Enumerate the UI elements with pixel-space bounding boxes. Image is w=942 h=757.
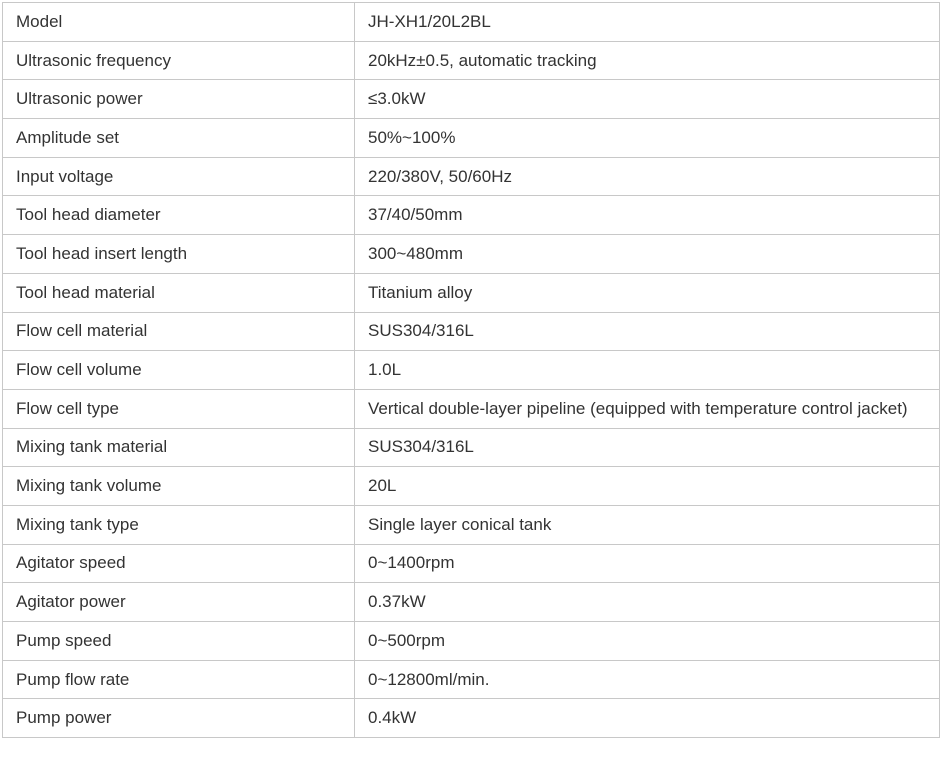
table-row	[3, 80, 940, 119]
table-row	[3, 273, 940, 312]
spec-label: Ultrasonic frequency	[3, 41, 355, 80]
spec-value: Vertical double-layer pipeline (equipped with temperature control jacket)	[355, 389, 940, 428]
table-row	[3, 312, 940, 351]
spec-value: 0~1400rpm	[355, 544, 940, 583]
spec-label: Mixing tank volume	[3, 467, 355, 506]
spec-label: Flow cell type	[3, 389, 355, 428]
table-row	[3, 41, 940, 80]
spec-value: 20kHz±0.5, automatic tracking	[355, 41, 940, 80]
table-row	[3, 699, 940, 738]
table-row	[3, 660, 940, 699]
spec-label: Input voltage	[3, 157, 355, 196]
spec-value: 50%~100%	[355, 119, 940, 158]
table-row	[3, 467, 940, 506]
table-row	[3, 389, 940, 428]
spec-label: Amplitude set	[3, 119, 355, 158]
spec-value: JH-XH1/20L2BL	[355, 3, 940, 42]
spec-label: Agitator speed	[3, 544, 355, 583]
spec-label: Ultrasonic power	[3, 80, 355, 119]
spec-label: Mixing tank type	[3, 505, 355, 544]
spec-label: Pump power	[3, 699, 355, 738]
table-row	[3, 544, 940, 583]
spec-value: 220/380V, 50/60Hz	[355, 157, 940, 196]
table-row	[3, 196, 940, 235]
spec-value: 1.0L	[355, 351, 940, 390]
table-row	[3, 622, 940, 661]
spec-value: 300~480mm	[355, 235, 940, 274]
spec-label: Tool head insert length	[3, 235, 355, 274]
spec-value: SUS304/316L	[355, 428, 940, 467]
spec-value: 20L	[355, 467, 940, 506]
spec-label: Mixing tank material	[3, 428, 355, 467]
spec-value: 0.37kW	[355, 583, 940, 622]
spec-value: 0.4kW	[355, 699, 940, 738]
spec-table	[2, 2, 940, 738]
spec-label: Pump speed	[3, 622, 355, 661]
spec-table-body	[3, 3, 940, 738]
spec-value: ≤3.0kW	[355, 80, 940, 119]
spec-label: Tool head diameter	[3, 196, 355, 235]
spec-label: Flow cell material	[3, 312, 355, 351]
spec-value: SUS304/316L	[355, 312, 940, 351]
table-row	[3, 157, 940, 196]
spec-label: Tool head material	[3, 273, 355, 312]
table-row	[3, 235, 940, 274]
table-row	[3, 428, 940, 467]
spec-value: Single layer conical tank	[355, 505, 940, 544]
spec-label: Pump flow rate	[3, 660, 355, 699]
spec-value: 0~12800ml/min.	[355, 660, 940, 699]
table-row	[3, 119, 940, 158]
table-row	[3, 583, 940, 622]
spec-value: 37/40/50mm	[355, 196, 940, 235]
spec-label: Agitator power	[3, 583, 355, 622]
table-row	[3, 505, 940, 544]
spec-label: Flow cell volume	[3, 351, 355, 390]
table-row	[3, 3, 940, 42]
spec-value: Titanium alloy	[355, 273, 940, 312]
spec-label: Model	[3, 3, 355, 42]
table-row	[3, 351, 940, 390]
spec-value: 0~500rpm	[355, 622, 940, 661]
